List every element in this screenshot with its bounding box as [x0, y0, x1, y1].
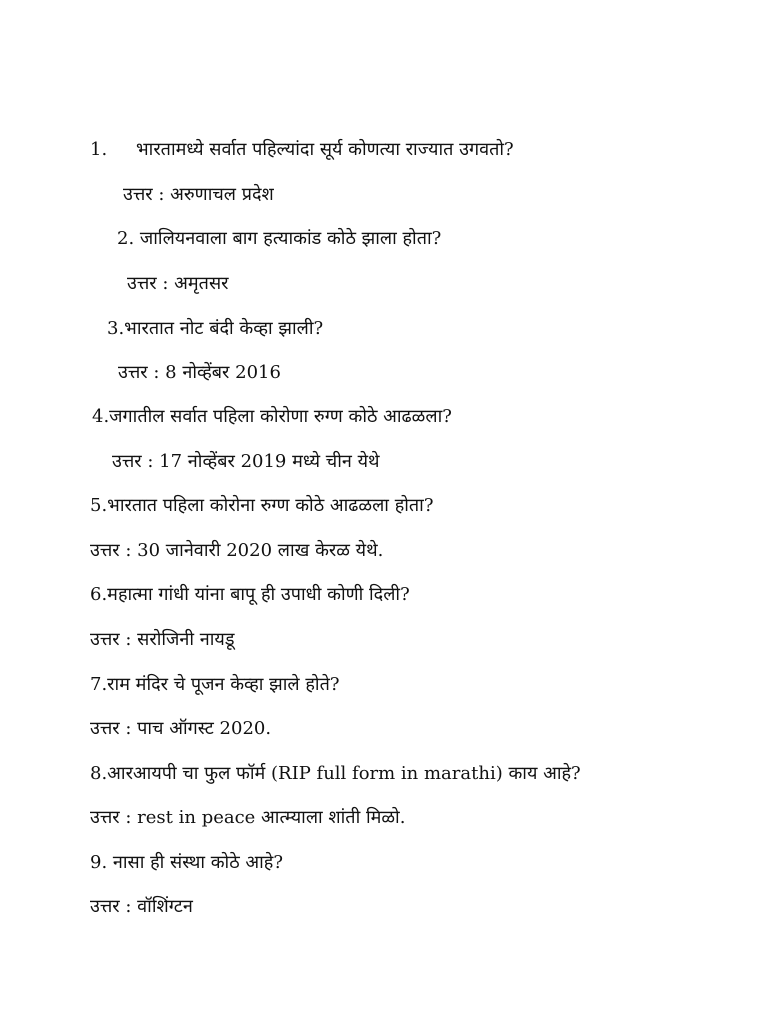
question-3: 3.भारतात नोट बंदी केव्हा झाली?: [107, 318, 324, 339]
answer-8: उत्तर : rest in peace आत्म्याला शांती मिळो.: [90, 807, 406, 828]
answer-6: उत्तर : सरोजिनी नायडू: [90, 629, 235, 650]
question-2: 2. जालियनवाला बाग हत्याकांड कोठे झाला होता?: [117, 228, 442, 249]
question-1-text: भारतामध्ये सर्वात पहिल्यांदा सूर्य कोणत्या राज्यात उगवतो?: [136, 139, 514, 160]
answer-3: उत्तर : 8 नोव्हेंबर 2016: [118, 362, 281, 383]
answer-7: उत्तर : पाच ऑगस्ट 2020.: [90, 718, 272, 739]
question-1-number: 1.: [90, 139, 108, 160]
answer-2: उत्तर : अमृतसर: [127, 273, 229, 294]
answer-1: उत्तर : अरुणाचल प्रदेश: [123, 184, 274, 205]
answer-4: उत्तर : 17 नोव्हेंबर 2019 मध्ये चीन येथे: [112, 451, 380, 472]
answer-9: उत्तर : वॉशिंग्टन: [90, 896, 193, 917]
question-1: [90, 137, 514, 163]
question-8: 8.आरआयपी चा फुल फॉर्म (RIP full form in marathi) काय आहे?: [90, 763, 581, 784]
question-9: 9. नासा ही संस्था कोठे आहे?: [90, 852, 284, 873]
question-6: 6.महात्मा गांधी यांना बापू ही उपाधी कोणी दिली?: [90, 584, 410, 605]
question-5: 5.भारतात पहिला कोरोना रुग्ण कोठे आढळला होता?: [90, 495, 434, 516]
answer-5: उत्तर : 30 जानेवारी 2020 लाख केरळ येथे.: [90, 540, 384, 561]
question-4: 4.जगातील सर्वात पहिला कोरोणा रुग्ण कोठे आढळला?: [92, 406, 452, 427]
question-7: 7.राम मंदिर चे पूजन केव्हा झाले होते?: [90, 674, 340, 695]
